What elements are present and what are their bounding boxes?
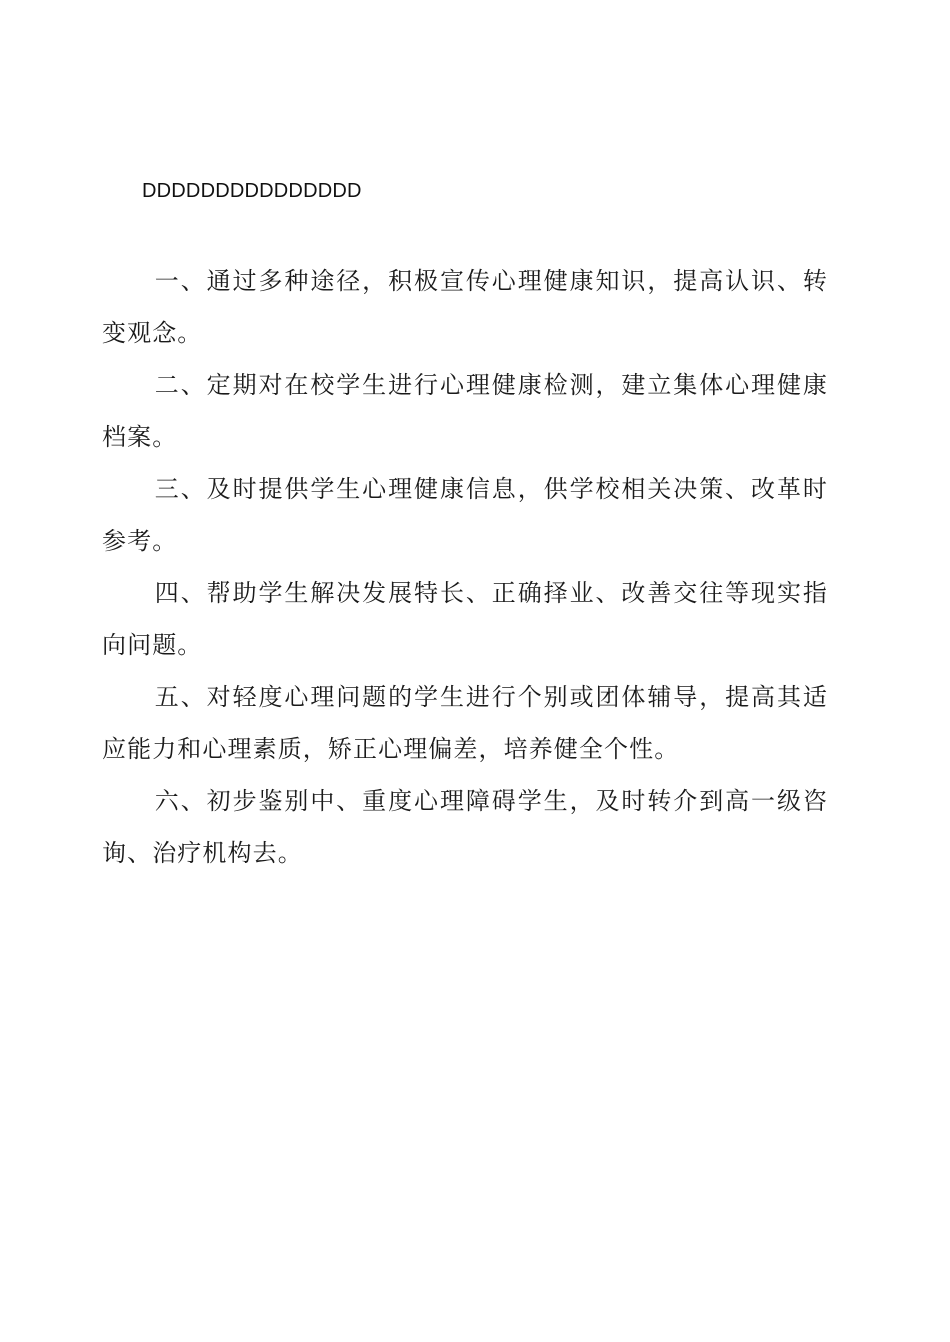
document-body <box>102 255 828 879</box>
document-heading: DDDDDDDDDDDDDDD <box>142 180 362 202</box>
paragraph-2: 二、定期对在校学生进行心理健康检测，建立集体心理健康档案。 <box>102 371 828 451</box>
paragraph-1: 一、通过多种途径，积极宣传心理健康知识，提高认识、转变观念。 <box>102 267 828 347</box>
paragraph-5: 五、对轻度心理问题的学生进行个别或团体辅导，提高其适应能力和心理素质，矫正心理偏差，培养健全个性。 <box>102 683 828 763</box>
paragraph-4: 四、帮助学生解决发展特长、正确择业、改善交往等现实指向问题。 <box>102 579 828 659</box>
paragraph-3: 三、及时提供学生心理健康信息，供学校相关决策、改革时参考。 <box>102 475 828 555</box>
paragraph-6: 六、初步鉴别中、重度心理障碍学生，及时转介到高一级咨询、治疗机构去。 <box>102 787 828 867</box>
